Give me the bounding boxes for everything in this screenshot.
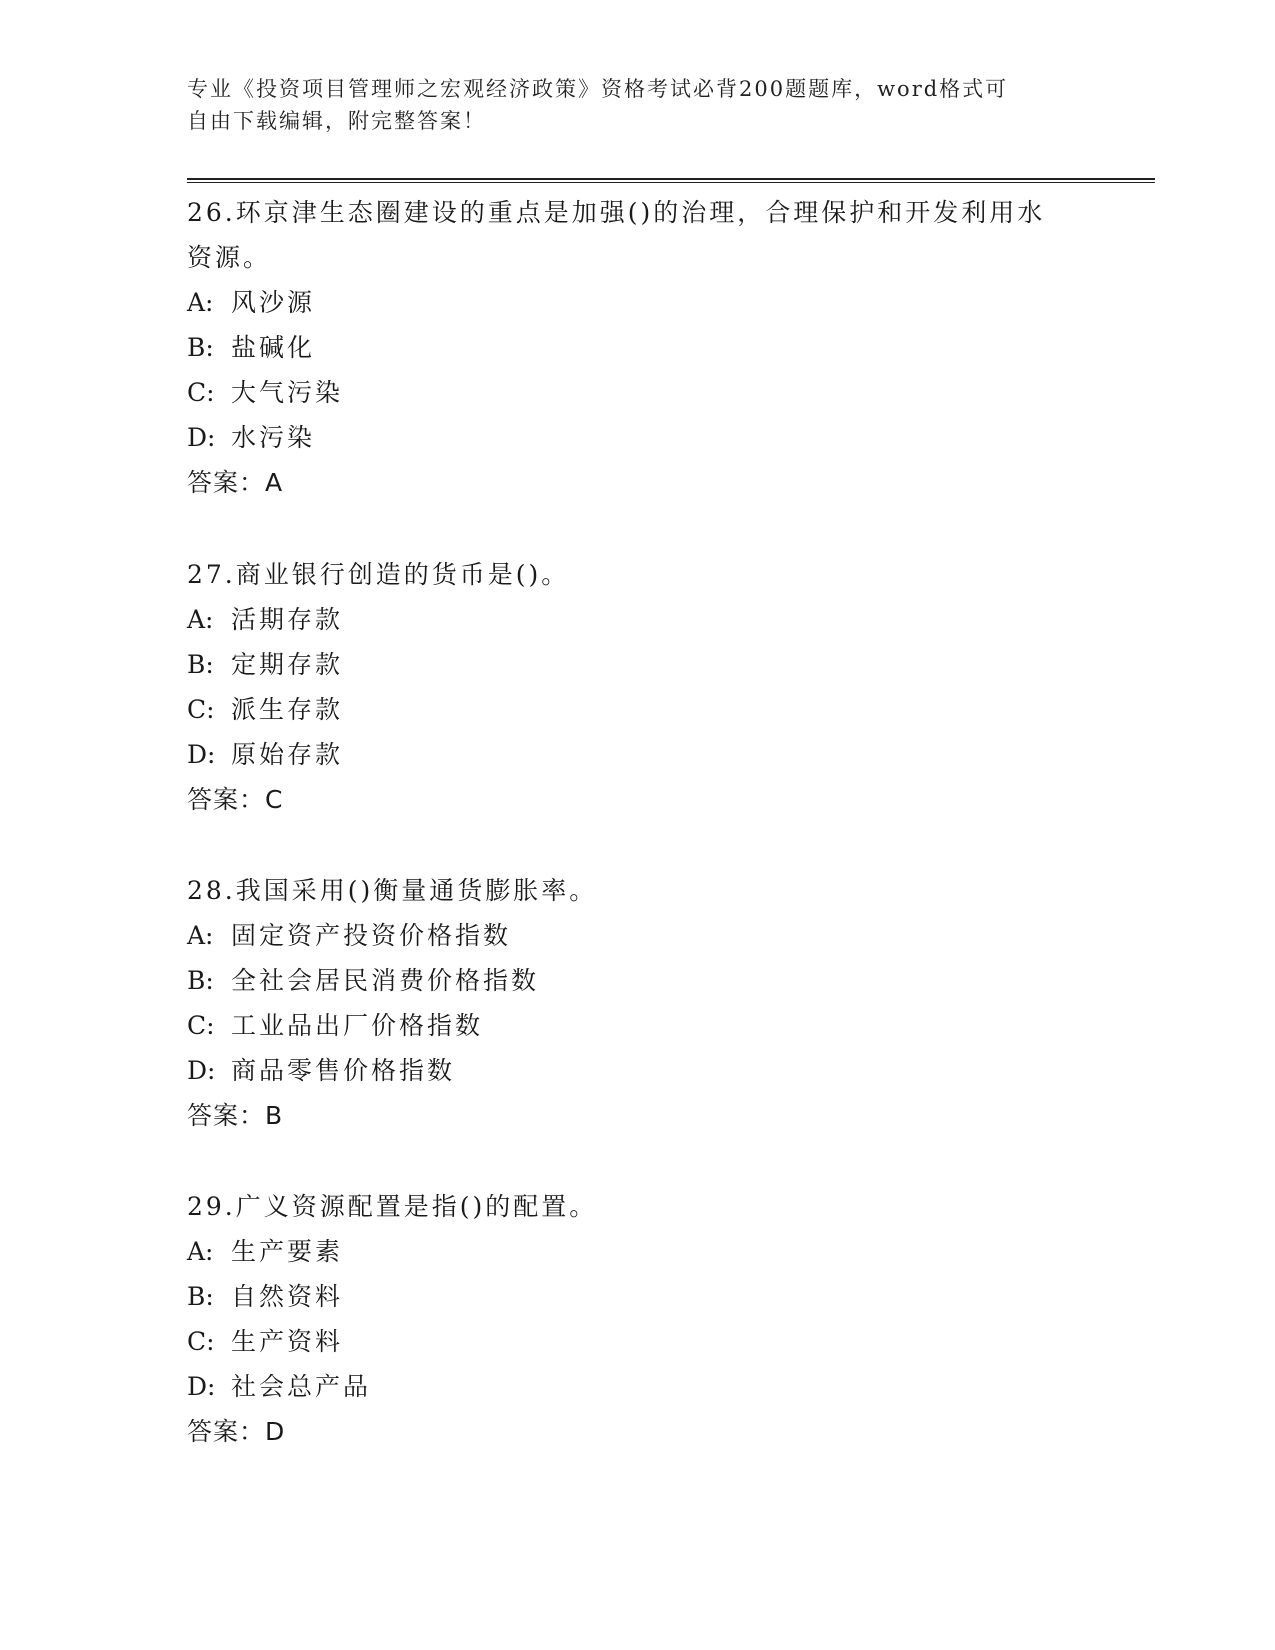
option-text: 盐碱化 bbox=[231, 333, 316, 362]
option-text: 固定资产投资价格指数 bbox=[231, 921, 512, 950]
option-text: 工业品出厂价格指数 bbox=[231, 1011, 484, 1040]
answer-line: 答案：D bbox=[187, 1417, 286, 1446]
option-label: D: bbox=[187, 1056, 216, 1085]
option-a bbox=[187, 1229, 1087, 1274]
header-divider bbox=[187, 178, 1155, 183]
option-b bbox=[187, 1274, 1087, 1319]
option-label: A: bbox=[187, 921, 214, 950]
option-text: 自然资料 bbox=[231, 1282, 344, 1311]
option-d bbox=[187, 415, 1087, 460]
option-d bbox=[187, 732, 1087, 777]
question-26 bbox=[187, 190, 1087, 505]
option-label: B: bbox=[187, 1282, 214, 1311]
option-c bbox=[187, 1003, 1087, 1048]
option-label: C: bbox=[187, 695, 215, 724]
option-label: A: bbox=[187, 1237, 214, 1266]
option-a bbox=[187, 597, 1087, 642]
option-label: B: bbox=[187, 333, 214, 362]
option-label: B: bbox=[187, 966, 214, 995]
option-text: 社会总产品 bbox=[231, 1372, 372, 1401]
option-text: 定期存款 bbox=[231, 650, 344, 679]
option-label: C: bbox=[187, 1011, 215, 1040]
option-text: 商品零售价格指数 bbox=[231, 1056, 456, 1085]
option-text: 派生存款 bbox=[231, 695, 344, 724]
option-label: A: bbox=[187, 288, 214, 317]
option-label: D: bbox=[187, 423, 216, 452]
answer-line: 答案：C bbox=[187, 785, 284, 814]
question-stem: 27.商业银行创造的货币是()。 bbox=[187, 560, 570, 589]
option-text: 风沙源 bbox=[231, 288, 316, 317]
option-b bbox=[187, 958, 1087, 1003]
option-text: 生产要素 bbox=[231, 1237, 344, 1266]
question-stem: 28.我国采用()衡量通货膨胀率。 bbox=[187, 876, 598, 905]
answer-line: 答案：A bbox=[187, 468, 284, 497]
option-label: A: bbox=[187, 605, 214, 634]
option-b bbox=[187, 325, 1087, 370]
option-text: 活期存款 bbox=[231, 605, 344, 634]
option-c bbox=[187, 370, 1087, 415]
option-c bbox=[187, 687, 1087, 732]
answer-line: 答案：B bbox=[187, 1101, 284, 1130]
option-label: C: bbox=[187, 1327, 215, 1356]
option-label: D: bbox=[187, 1372, 216, 1401]
option-d bbox=[187, 1048, 1087, 1093]
question-stem-continued: 资源。 bbox=[187, 243, 272, 272]
option-label: D: bbox=[187, 740, 216, 769]
question-27 bbox=[187, 552, 1087, 822]
question-stem: 29.广义资源配置是指()的配置。 bbox=[187, 1192, 598, 1221]
header-line-1: 专业《投资项目管理师之宏观经济政策》资格考试必背200题题库，word格式可 bbox=[187, 77, 1009, 101]
option-c bbox=[187, 1319, 1087, 1364]
option-text: 大气污染 bbox=[231, 378, 344, 407]
question-28 bbox=[187, 868, 1087, 1138]
option-text: 原始存款 bbox=[231, 740, 344, 769]
option-a bbox=[187, 913, 1087, 958]
option-b bbox=[187, 642, 1087, 687]
header-line-2: 自由下载编辑，附完整答案！ bbox=[187, 109, 486, 133]
question-stem: 26.环京津生态圈建设的重点是加强()的治理，合理保护和开发利用水 bbox=[187, 198, 1046, 227]
option-a bbox=[187, 280, 1087, 325]
option-label: C: bbox=[187, 378, 215, 407]
option-label: B: bbox=[187, 650, 214, 679]
option-text: 全社会居民消费价格指数 bbox=[231, 966, 540, 995]
document-header bbox=[187, 73, 1087, 137]
option-d bbox=[187, 1364, 1087, 1409]
option-text: 水污染 bbox=[231, 423, 316, 452]
question-29 bbox=[187, 1184, 1087, 1454]
option-text: 生产资料 bbox=[231, 1327, 344, 1356]
